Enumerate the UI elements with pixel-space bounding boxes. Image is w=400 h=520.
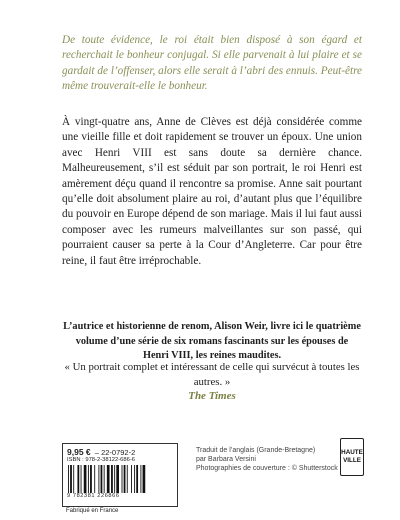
product-code: 22-0792-2: [101, 448, 136, 457]
publisher-logo-line2: VILLE: [343, 457, 361, 464]
synopsis-paragraph: À vingt-quatre ans, Anne de Clèves est déjà considérée comme une vieille fille et doit rapidement se trouver un époux. Une union avec Henri VIII est sans doute sa dernière chance. Malheureusement, s’il est séduit par son portrait, le roi Henri est amèrement déçu quand il rencontre sa promise. Anne sait pourtant qu’elle doit absolument plaire au roi, d’autant plus que l’équilibre du pouvoir en Europe dépend de son mariage. Mais il lui faut aussi composer avec les rumeurs malveillantes sur son passé, qui pourraient causer sa perte à la Cour d’Angleterre. Car pour être reine, il faut être irréprochable.: [62, 116, 362, 267]
price: 9,95 €: [67, 447, 91, 457]
credits: [196, 446, 336, 474]
made-in-label: Fabriqué en France: [66, 508, 119, 514]
press-quote-source: The Times: [188, 390, 236, 403]
price-line: 9,95 € – 22-0792-2: [67, 447, 136, 457]
credit-line-translation: Traduit de l’anglais (Grande-Bretagne): [196, 447, 316, 454]
barcode-image: [67, 465, 173, 493]
synopsis: [62, 115, 362, 269]
publisher-logo: [340, 438, 364, 476]
credit-line-photos: Photographies de couverture : © Shutterstock: [196, 465, 338, 473]
publisher-logo-line1: HAUTE: [341, 449, 363, 456]
author-blurb: L’autrice et historienne de renom, Alison Weir, livre ici le quatrième volume d’une série de six romans fascinants sur les épouses de Henri VIII, les reines maudites.: [63, 321, 361, 362]
press-quote-text: « Un portrait complet et intéressant de celle qui survécut à toutes les autres. »: [64, 361, 360, 388]
isbn: ISBN : 978-2-38122-686-6: [67, 457, 135, 463]
intro-excerpt: De toute évidence, le roi était bien disposé à son égard et recherchait le bonheur conjugal. Si elle parvenait à lui plaire et se gardait de l’offenser, alors elle serait à l’abri des ennuis. Peut-être même trouverait-elle le bonheur.: [62, 34, 362, 93]
press-quote: [62, 360, 362, 404]
barcode-digits: 9 782381 226866: [67, 493, 120, 499]
barcode-box: [62, 443, 178, 507]
credit-line-translator: par Barbara Versini: [196, 456, 256, 464]
